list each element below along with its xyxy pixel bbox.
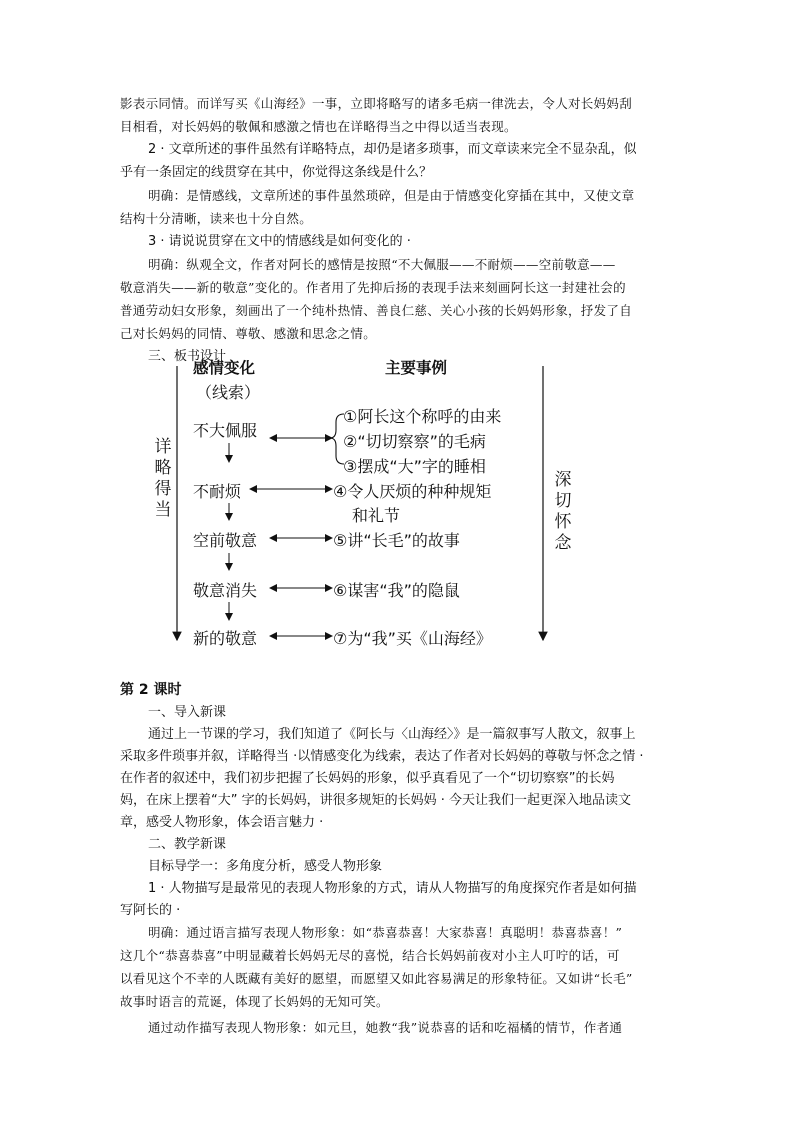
stage-3: 空前敬意 xyxy=(193,531,258,550)
answer-2-line-2: 结构十分清晰，读来也十分自然。 xyxy=(120,211,313,226)
stage-2: 不耐烦 xyxy=(193,482,242,501)
example-6: ⑥谋害“我”的隐鼠 xyxy=(333,581,460,600)
answer-1-line-2: 这几个“恭喜恭喜”中明显藏着长妈妈无尽的喜悦，结合长妈妈前夜对小主人叮咛的话，可 xyxy=(120,948,620,963)
board-left-vertical-label: 详略得当 xyxy=(154,437,172,520)
board-header-right: 主要事例 xyxy=(385,359,448,377)
example-4: ④令人厌烦的种种规矩 xyxy=(333,482,492,501)
stage-4: 敬意消失 xyxy=(193,581,258,600)
goal-1-title: 目标导学一：多角度分析，感受人物形象 xyxy=(148,859,383,874)
example-1: ①阿长这个称呼的由来 xyxy=(343,407,502,426)
answer-1-line-1: 明确：通过语言描写表现人物形象：如“恭喜恭喜！大家恭喜！真聪明！恭喜恭喜！” xyxy=(148,925,623,940)
intro-line-1: 影表示同情。而详写买《山海经》一事，立即将略写的诸多毛病一律洗去，令人对长妈妈刮 xyxy=(120,96,633,111)
intro-line-2: 目相看，对长妈妈的敬佩和感激之情也在详略得当之中得以适当表现。 xyxy=(120,119,517,134)
answer-1-line-5: 通过动作描写表现人物形象：如元旦，她教“我”说恭喜的话和吃福橘的情节，作者通 xyxy=(148,1020,623,1035)
board-right-vertical-label: 深切怀念 xyxy=(554,470,572,553)
examples-brace xyxy=(330,414,344,464)
lesson-2-intro-line-4: 妈，在床上摆着“大” 字的长妈妈，讲很多规矩的长妈妈 · 今天让我们一起更深入地品读文 xyxy=(120,793,631,808)
answer-1-line-3: 以看见这个不幸的人既藏有美好的愿望，而愿望又如此容易满足的形象特征。又如讲“长毛” xyxy=(120,971,633,986)
board-header-left-sub: （线索） xyxy=(196,383,261,402)
answer-3-line-2: 敬意消失——新的敬意”变化的。作者用了先抑后扬的表现手法来刻画阿长这一封建社会的 xyxy=(120,280,626,295)
example-5: ⑤讲“长毛”的故事 xyxy=(333,531,460,550)
lesson-2-intro-line-2: 采取多件琐事并叙，详略得当 ·以情感变化为线索，表达了作者对长妈妈的尊敬与怀念之情 · xyxy=(120,749,644,764)
answer-3-line-1: 明确：纵观全文，作者对阿长的感情是按照“不大佩服——不耐烦——空前敬意—— xyxy=(148,257,616,272)
answer-2-line-1: 明确：是情感线，文章所述的事件虽然琐碎，但是由于情感变化穿插在其中，又使文章 xyxy=(148,188,635,203)
example-7: ⑦为“我”买《山海经》 xyxy=(333,629,492,648)
lesson-2-intro-line-5: 章，感受人物形象，体会语言魅力 · xyxy=(120,815,324,830)
lesson-2-intro-line-3: 在作者的叙述中，我们初步把握了长妈妈的形象，似乎真看见了一个“切切察察”的长妈 xyxy=(120,771,615,786)
question-2-line-2: 乎有一条固定的线贯穿在其中，你觉得这条线是什么？ xyxy=(120,165,433,180)
section-title-board: 三、板书设计 xyxy=(148,349,227,364)
stage-1: 不大佩服 xyxy=(193,421,258,440)
lesson-2-section-1-title: 一、导入新课 xyxy=(148,705,227,720)
board-header-left: 感情变化 xyxy=(193,359,256,377)
question-2-line-1: 2 · 文章所述的事件虽然有详略特点，却仍是诸多琐事，而文章读来完全不显杂乱，似 xyxy=(148,142,637,157)
example-2: ②“切切察察”的毛病 xyxy=(343,432,486,451)
answer-1-line-4: 故事时语言的荒诞，体现了长妈妈的无知可笑。 xyxy=(120,994,389,1009)
answer-3-line-3: 普通劳动妇女形象，刻画出了一个纯朴热情、善良仁慈、关心小孩的长妈妈形象，抒发了自 xyxy=(120,303,633,318)
lesson-2-section-2-title: 二、教学新课 xyxy=(148,837,227,852)
question-1-line-2: 写阿长的 · xyxy=(120,903,181,918)
example-4-cont: 和礼节 xyxy=(352,506,401,525)
example-3: ③摆成“大”字的睡相 xyxy=(343,457,486,476)
lesson-2-title: 第 2 课时 xyxy=(120,682,182,698)
stage-5: 新的敬意 xyxy=(193,629,258,648)
question-3: 3 · 请说说贯穿在文中的情感线是如何变化的 · xyxy=(148,234,411,249)
answer-3-line-4: 己对长妈妈的同情、尊敬、感激和思念之情。 xyxy=(120,326,377,341)
lesson-2-intro-line-1: 通过上一节课的学习，我们知道了《阿长与〈山海经〉》是一篇叙事写人散文，叙事上 xyxy=(148,727,636,742)
question-1-line-1: 1 · 人物描写是最常见的表现人物形象的方式，请从人物描写的角度探究作者是如何描 xyxy=(148,881,637,896)
